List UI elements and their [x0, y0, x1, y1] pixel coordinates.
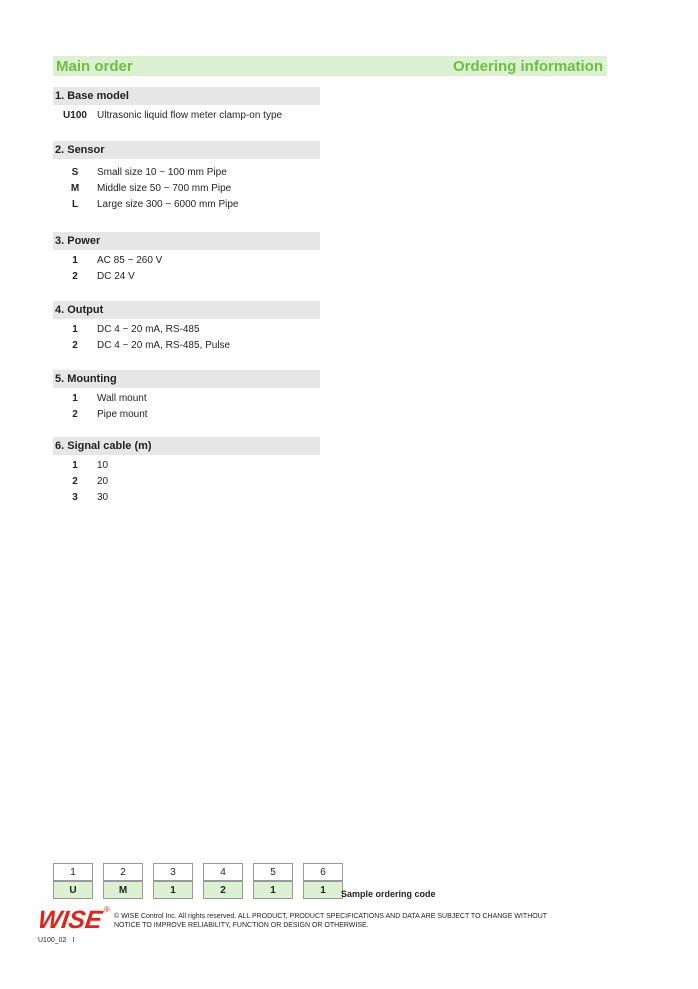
option-row — [53, 338, 353, 354]
option-code: 1 — [72, 393, 78, 404]
section-signal-cable — [53, 437, 353, 506]
value-cell: 1 — [253, 881, 293, 899]
sample-ordering-code-table — [53, 863, 353, 899]
option-code: M — [70, 183, 80, 194]
position-cell: 1 — [53, 863, 93, 881]
sample-ordering-code-label: Sample ordering code — [341, 889, 436, 899]
option-code: S — [71, 167, 79, 178]
option-code: 1 — [72, 460, 78, 471]
copyright-disclaimer — [114, 912, 594, 930]
section-heading: 6. Signal cable (m) — [53, 437, 320, 455]
option-code: 2 — [72, 409, 78, 420]
option-desc: Pipe mount — [97, 409, 148, 420]
option-desc: 10 — [97, 460, 109, 471]
option-code: 2 — [72, 476, 78, 487]
registered-mark: ® — [104, 905, 110, 914]
disclaimer-line-2: NOTICE TO IMPROVE RELIABILITY, FUNCTION OR DESIGN OR OTHERWISE. — [114, 922, 369, 929]
position-cell: 5 — [253, 863, 293, 881]
wise-logo: WISE — [36, 906, 104, 934]
ordering-information-title: Ordering information — [453, 57, 603, 75]
option-row — [53, 391, 353, 407]
option-desc: Wall mount — [97, 393, 147, 404]
option-row — [53, 253, 353, 269]
page-code-text: U100_02 — [38, 937, 67, 944]
section-mounting — [53, 370, 353, 423]
section-heading: 5. Mounting — [53, 370, 320, 388]
option-row — [53, 474, 353, 490]
value-cell: U — [53, 881, 93, 899]
section-power — [53, 232, 353, 285]
option-code: 1 — [72, 324, 78, 335]
section-heading: 1. Base model — [53, 87, 320, 105]
section-base-model — [53, 87, 353, 124]
section-sensor — [53, 141, 353, 213]
value-cell: 1 — [303, 881, 343, 899]
option-code: L — [71, 199, 79, 210]
option-desc: DC 24 V — [97, 271, 135, 282]
value-cell: 1 — [153, 881, 193, 899]
option-code: 1 — [72, 255, 78, 266]
position-cell: 6 — [303, 863, 343, 881]
option-code: 2 — [72, 271, 78, 282]
option-desc: Ultrasonic liquid flow meter clamp-on type — [97, 110, 283, 121]
disclaimer-line-1: © WISE Control Inc. All rights reserved. ALL PRODUCT, PRODUCT SPECIFICATIONS AND DATA ARE SUBJECT TO CHANGE WITHOUT — [114, 913, 548, 920]
option-desc: Middle size 50 ~ 700 mm Pipe — [97, 183, 232, 194]
section-heading: 2. Sensor — [53, 141, 320, 159]
position-cell: 2 — [103, 863, 143, 881]
option-desc: 30 — [97, 492, 109, 503]
option-row — [53, 269, 353, 285]
section-output — [53, 301, 353, 354]
option-desc: AC 85 ~ 260 V — [97, 255, 163, 266]
title-banner — [53, 56, 607, 76]
option-desc: DC 4 ~ 20 mA, RS-485 — [97, 324, 200, 335]
option-row — [53, 458, 353, 474]
page-separator: I — [72, 937, 75, 944]
value-cell: 2 — [203, 881, 243, 899]
option-desc: 20 — [97, 476, 109, 487]
section-heading: 4. Output — [53, 301, 320, 319]
option-row — [53, 490, 353, 506]
option-row — [53, 322, 353, 338]
option-row — [53, 108, 353, 124]
page-code — [38, 937, 74, 944]
option-desc: Small size 10 ~ 100 mm Pipe — [97, 167, 227, 178]
section-heading: 3. Power — [53, 232, 320, 250]
option-code: U100 — [63, 110, 87, 121]
position-cell: 4 — [203, 863, 243, 881]
option-row — [53, 181, 353, 197]
option-row — [53, 407, 353, 423]
option-desc: DC 4 ~ 20 mA, RS-485, Pulse — [97, 340, 231, 351]
option-code: 3 — [72, 492, 78, 503]
main-order-title: Main order — [56, 57, 133, 75]
value-cell: M — [103, 881, 143, 899]
option-desc: Large size 300 ~ 6000 mm Pipe — [97, 199, 239, 210]
option-code: 2 — [72, 340, 78, 351]
option-row — [53, 165, 353, 181]
option-row — [53, 197, 353, 213]
position-cell: 3 — [153, 863, 193, 881]
